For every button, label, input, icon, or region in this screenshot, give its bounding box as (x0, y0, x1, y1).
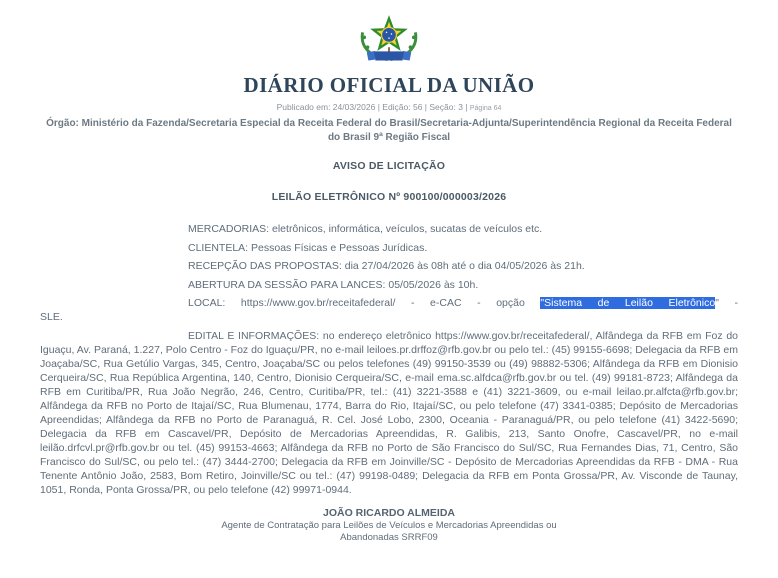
signature-block (40, 507, 738, 545)
signer-name: JOÃO RICARDO ALMEIDA (322, 506, 456, 519)
local-text: LOCAL: https://www.gov.br/receitafederal/ - e-CAC - opção (188, 297, 541, 309)
auction-heading: LEILÃO ELETRÔNICO Nº 900100/000003/2026 (271, 191, 507, 203)
publication-meta (40, 102, 738, 112)
notice-heading: AVISO DE LICITAÇÃO (332, 160, 446, 172)
paragraph-abertura: ABERTURA DA SESSÃO PARA LANCES: 05/05/2026 às 10h. (188, 278, 479, 291)
selected-text: "Sistema de Leilão Eletrônico (540, 297, 716, 309)
notice-body (40, 222, 738, 497)
paragraph-local (40, 296, 738, 324)
coat-of-arms (40, 12, 738, 70)
local-continuation: SLE. (40, 311, 63, 323)
organ-line: Órgão: Ministério da Fazenda/Secretaria Especial da Receita Federal do Brasil/Secretaria-Adjunta/Superintendência Regional da Receita Federal do Brasil 9ª Região Fiscal (46, 118, 732, 143)
paragraph-mercadorias: MERCADORIAS: eletrônicos, informática, veículos, sucatas de veículos etc. (188, 223, 543, 235)
paragraph-edital: EDITAL E INFORMAÇÕES: no endereço eletrônico https://www.gov.br/receitafederal/, Alfândega da RFB em Foz do Iguaçu, Av. Paraná, 1.227, Polo Centro - Foz do Iguaçu/PR, no e-mail leiloes.pr.drffoz@rfb.gov.br ou pelo tel.: (45) 99155-6698; Delegacia da RFB em Joaçaba/SC, Rua Getúlio Vargas, 345, Centro, Joaçaba/SC ou pelos telefones (49) 99150-3539 ou (49) 98882-5306; Alfândega da RFB em Dionisio Cerqueira/SC, Rua República Argentina, 140, Centro, Dionisio Cerqueira/SC, e-mail ema.sc.alfdca@rfb.gov.br ou tel. (49) 99181-8723; Alfândega da RFB em Curitiba/PR, Rua João Negrão, 246, Centro, Curitiba/PR, tel.: (41) 3221-3588 e (41) 3221-3609, ou e-mail leilao.pr.alfcta@rfb.gov.br; Alfândega da RFB no Porto de Itajaí/SC, Rua Blumenau, 1774, Barra do Rio, Itajaí/SC, ou pelo telefone (47) 3341-0385; Depósito de Mercadorias Apreendidas; Alfândega da RFB no Porto de Paranaguá, R. Cel. José Lobo, 2300, Oceania - Paranaguá/PR, ou pelo telefone (41) 3422-5690; Delegacia da RFB em Cascavel/PR, Depósito de Mercadorias Apreendidas, R. Galibis, 213, Santo Onofre, Cascavel/PR, no e-mail leilão.drfcvl.pr@rfb.gov.br ou tel. (45) 99153-4663; Alfândega da RFB no Porto de São Francisco do Sul/SC, Rua Fernandes Dias, 71, Centro, São Francisco do Sul/SC, ou pelo tel.: (47) 3444-2700; Delegacia da RFB em Joinville/SC - Depósito de Mercadorias Apreendidas da RFB - DMA - Rua Tenente Antônio João, 2583, Bom Retiro, Joinville/SC ou tel.: (47) 99198-0489; Delegacia da RFB em Ponta Grossa/PR, Av. Visconde de Taunay, 1051, Ronda, Ponta Grossa/PR, ou pelo telefone (42) 99971-0944. (40, 329, 738, 496)
signer-role: Agente de Contratação para Leilões de Veículos e Mercadorias Apreendidas ou Abandonadas SRRF09 (221, 519, 557, 543)
paragraph-recepcao: RECEPÇÃO DAS PROPOSTAS: dia 27/04/2026 às 08h até o dia 04/05/2026 às 21h. (188, 260, 585, 272)
brazil-coat-of-arms-icon (356, 12, 422, 66)
page-number: Página 64 (469, 105, 502, 112)
gazette-title: DIÁRIO OFICIAL DA UNIÃO (243, 73, 535, 97)
paragraph-clientela: CLIENTELA: Pessoas Físicas e Pessoas Jurídicas. (188, 241, 428, 254)
published-info: Publicado em: 24/03/2026 | Edição: 56 | Seção: 3 | (276, 102, 468, 112)
local-text-after: " - (715, 297, 738, 309)
